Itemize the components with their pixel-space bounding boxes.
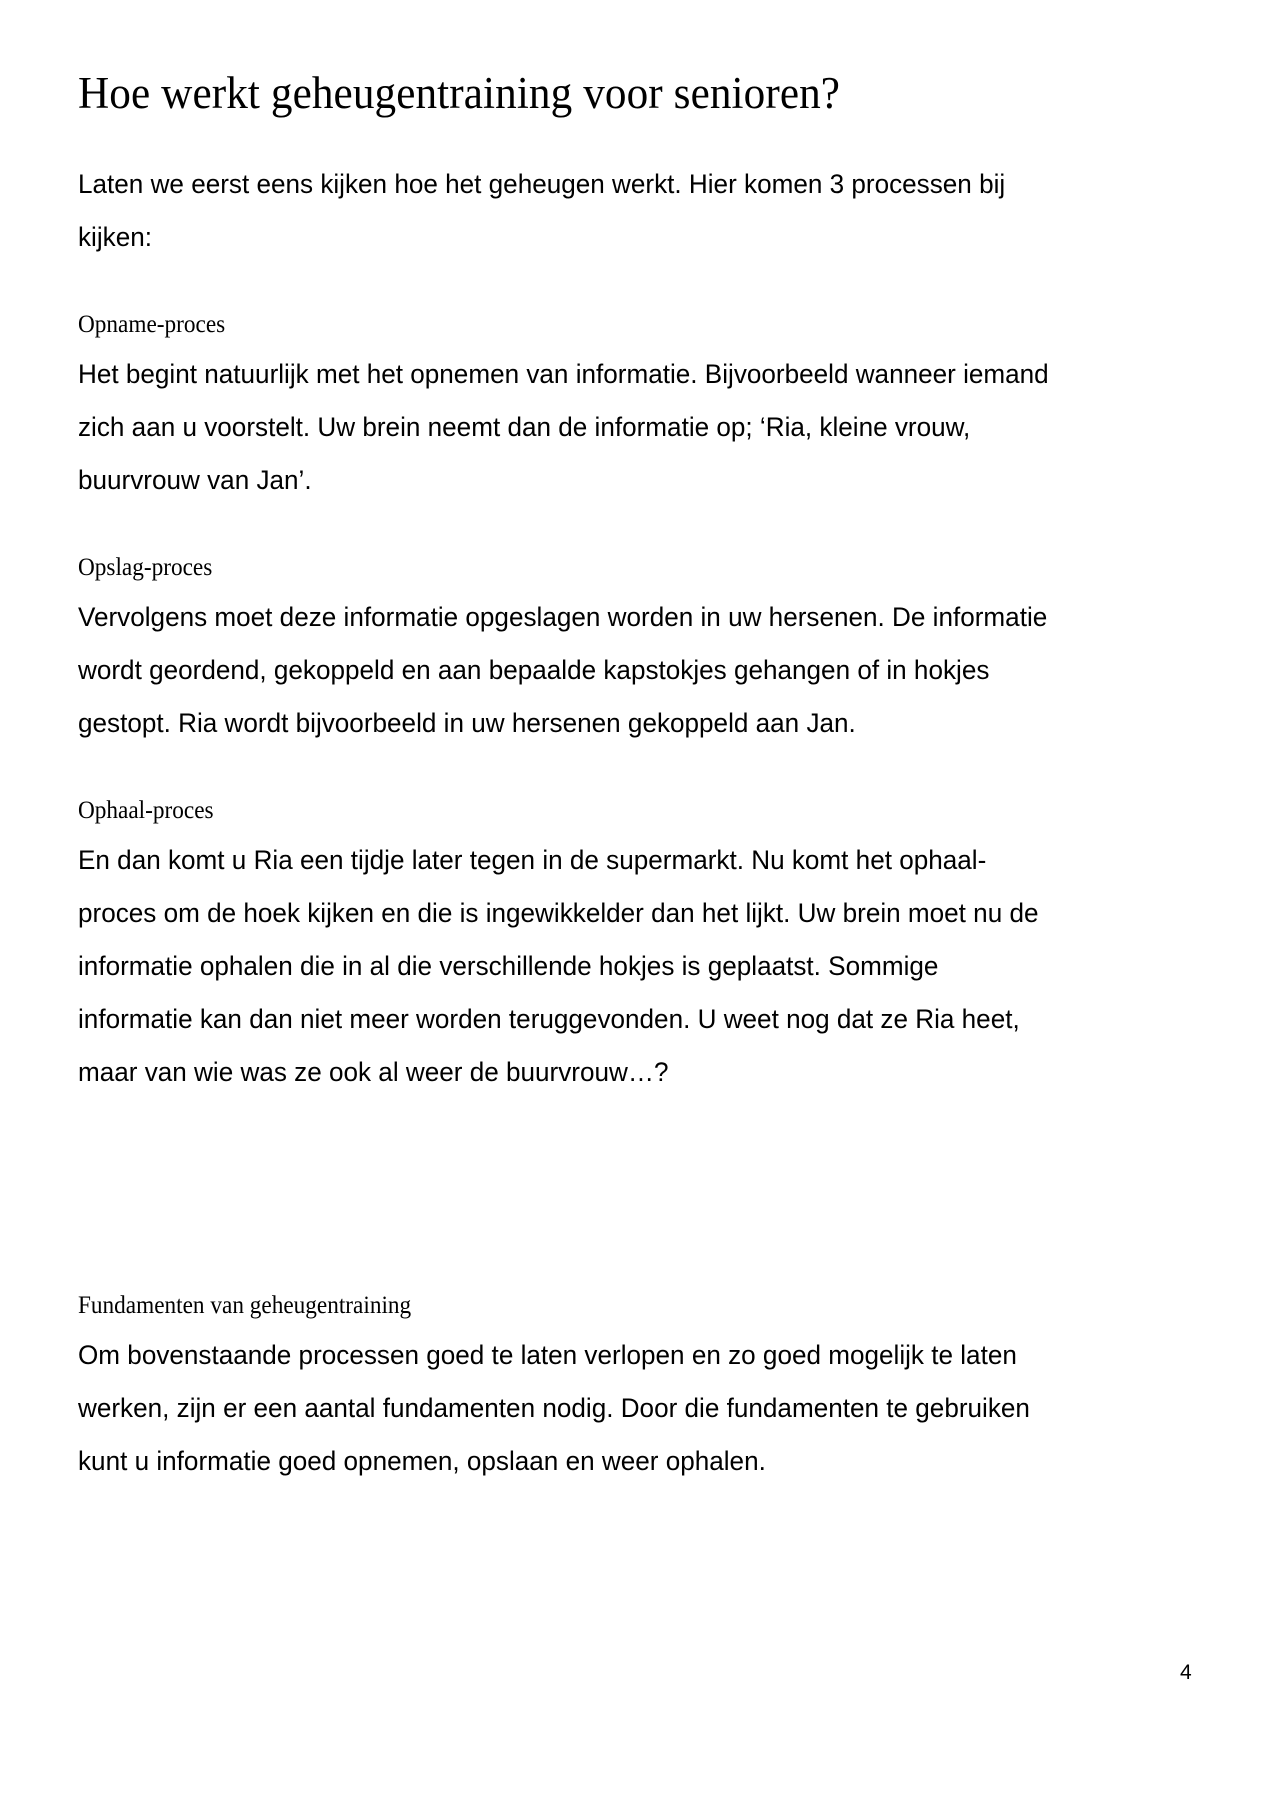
section-heading-opslag: Opslag-proces <box>78 554 213 582</box>
paragraph-line: informatie kan dan niet meer worden teruggevonden. U weet nog dat ze Ria heet, <box>78 1004 1020 1035</box>
paragraph-line: Vervolgens moet deze informatie opgeslagen worden in uw hersenen. De informatie <box>78 602 1048 633</box>
paragraph-line: En dan komt u Ria een tijdje later tegen in de supermarkt. Nu komt het ophaal- <box>78 845 987 876</box>
paragraph-line: werken, zijn er een aantal fundamenten nodig. Door die fundamenten te gebruiken <box>78 1393 1030 1424</box>
paragraph-line: gestopt. Ria wordt bijvoorbeeld in uw hersenen gekoppeld aan Jan. <box>78 708 856 739</box>
paragraph-line: informatie ophalen die in al die verschillende hokjes is geplaatst. Sommige <box>78 951 939 982</box>
section-heading-opname: Opname-proces <box>78 311 226 339</box>
paragraph-line: kunt u informatie goed opnemen, opslaan en weer ophalen. <box>78 1446 766 1477</box>
spacer <box>78 583 1183 591</box>
page-title: Hoe werkt geheugentraining voor senioren? <box>78 68 841 118</box>
paragraph-line: Laten we eerst eens kijken hoe het geheugen werkt. Hier komen 3 processen bij <box>78 169 1006 200</box>
section-body-opslag <box>78 591 1166 750</box>
paragraph-line: wordt geordend, gekoppeld en aan bepaalde kapstokjes gehangen of in hokjes <box>78 655 990 686</box>
spacer <box>78 1321 1183 1329</box>
page-content <box>78 0 1183 1488</box>
section-body-ophaal <box>78 834 1166 1099</box>
section-heading-ophaal: Ophaal-proces <box>78 797 214 825</box>
paragraph-line: maar van wie was ze ook al weer de buurvrouw…? <box>78 1057 669 1088</box>
section-body-opname <box>78 348 1166 507</box>
section-body-fundamenten <box>78 1329 1166 1488</box>
paragraph-line: Om bovenstaande processen goed te laten verlopen en zo goed mogelijk te laten <box>78 1340 1017 1371</box>
paragraph-line: kijken: <box>78 222 152 253</box>
spacer <box>78 1099 1183 1291</box>
spacer <box>78 507 1183 553</box>
paragraph-line: proces om de hoek kijken en die is ingewikkelder dan het lijkt. Uw brein moet nu de <box>78 898 1039 929</box>
paragraph-line: buurvrouw van Jan’. <box>78 465 312 496</box>
intro-paragraph <box>78 158 1166 264</box>
paragraph-line: zich aan u voorstelt. Uw brein neemt dan de informatie op; ‘Ria, kleine vrouw, <box>78 412 971 443</box>
spacer <box>78 826 1183 834</box>
paragraph-line: Het begint natuurlijk met het opnemen van informatie. Bijvoorbeeld wanneer iemand <box>78 359 1049 390</box>
section-heading-fundamenten: Fundamenten van geheugentraining <box>78 1292 412 1320</box>
spacer <box>78 264 1183 310</box>
spacer <box>78 118 1183 158</box>
page-number: 4 <box>1180 1661 1192 1684</box>
spacer <box>78 750 1183 796</box>
spacer <box>78 340 1183 348</box>
